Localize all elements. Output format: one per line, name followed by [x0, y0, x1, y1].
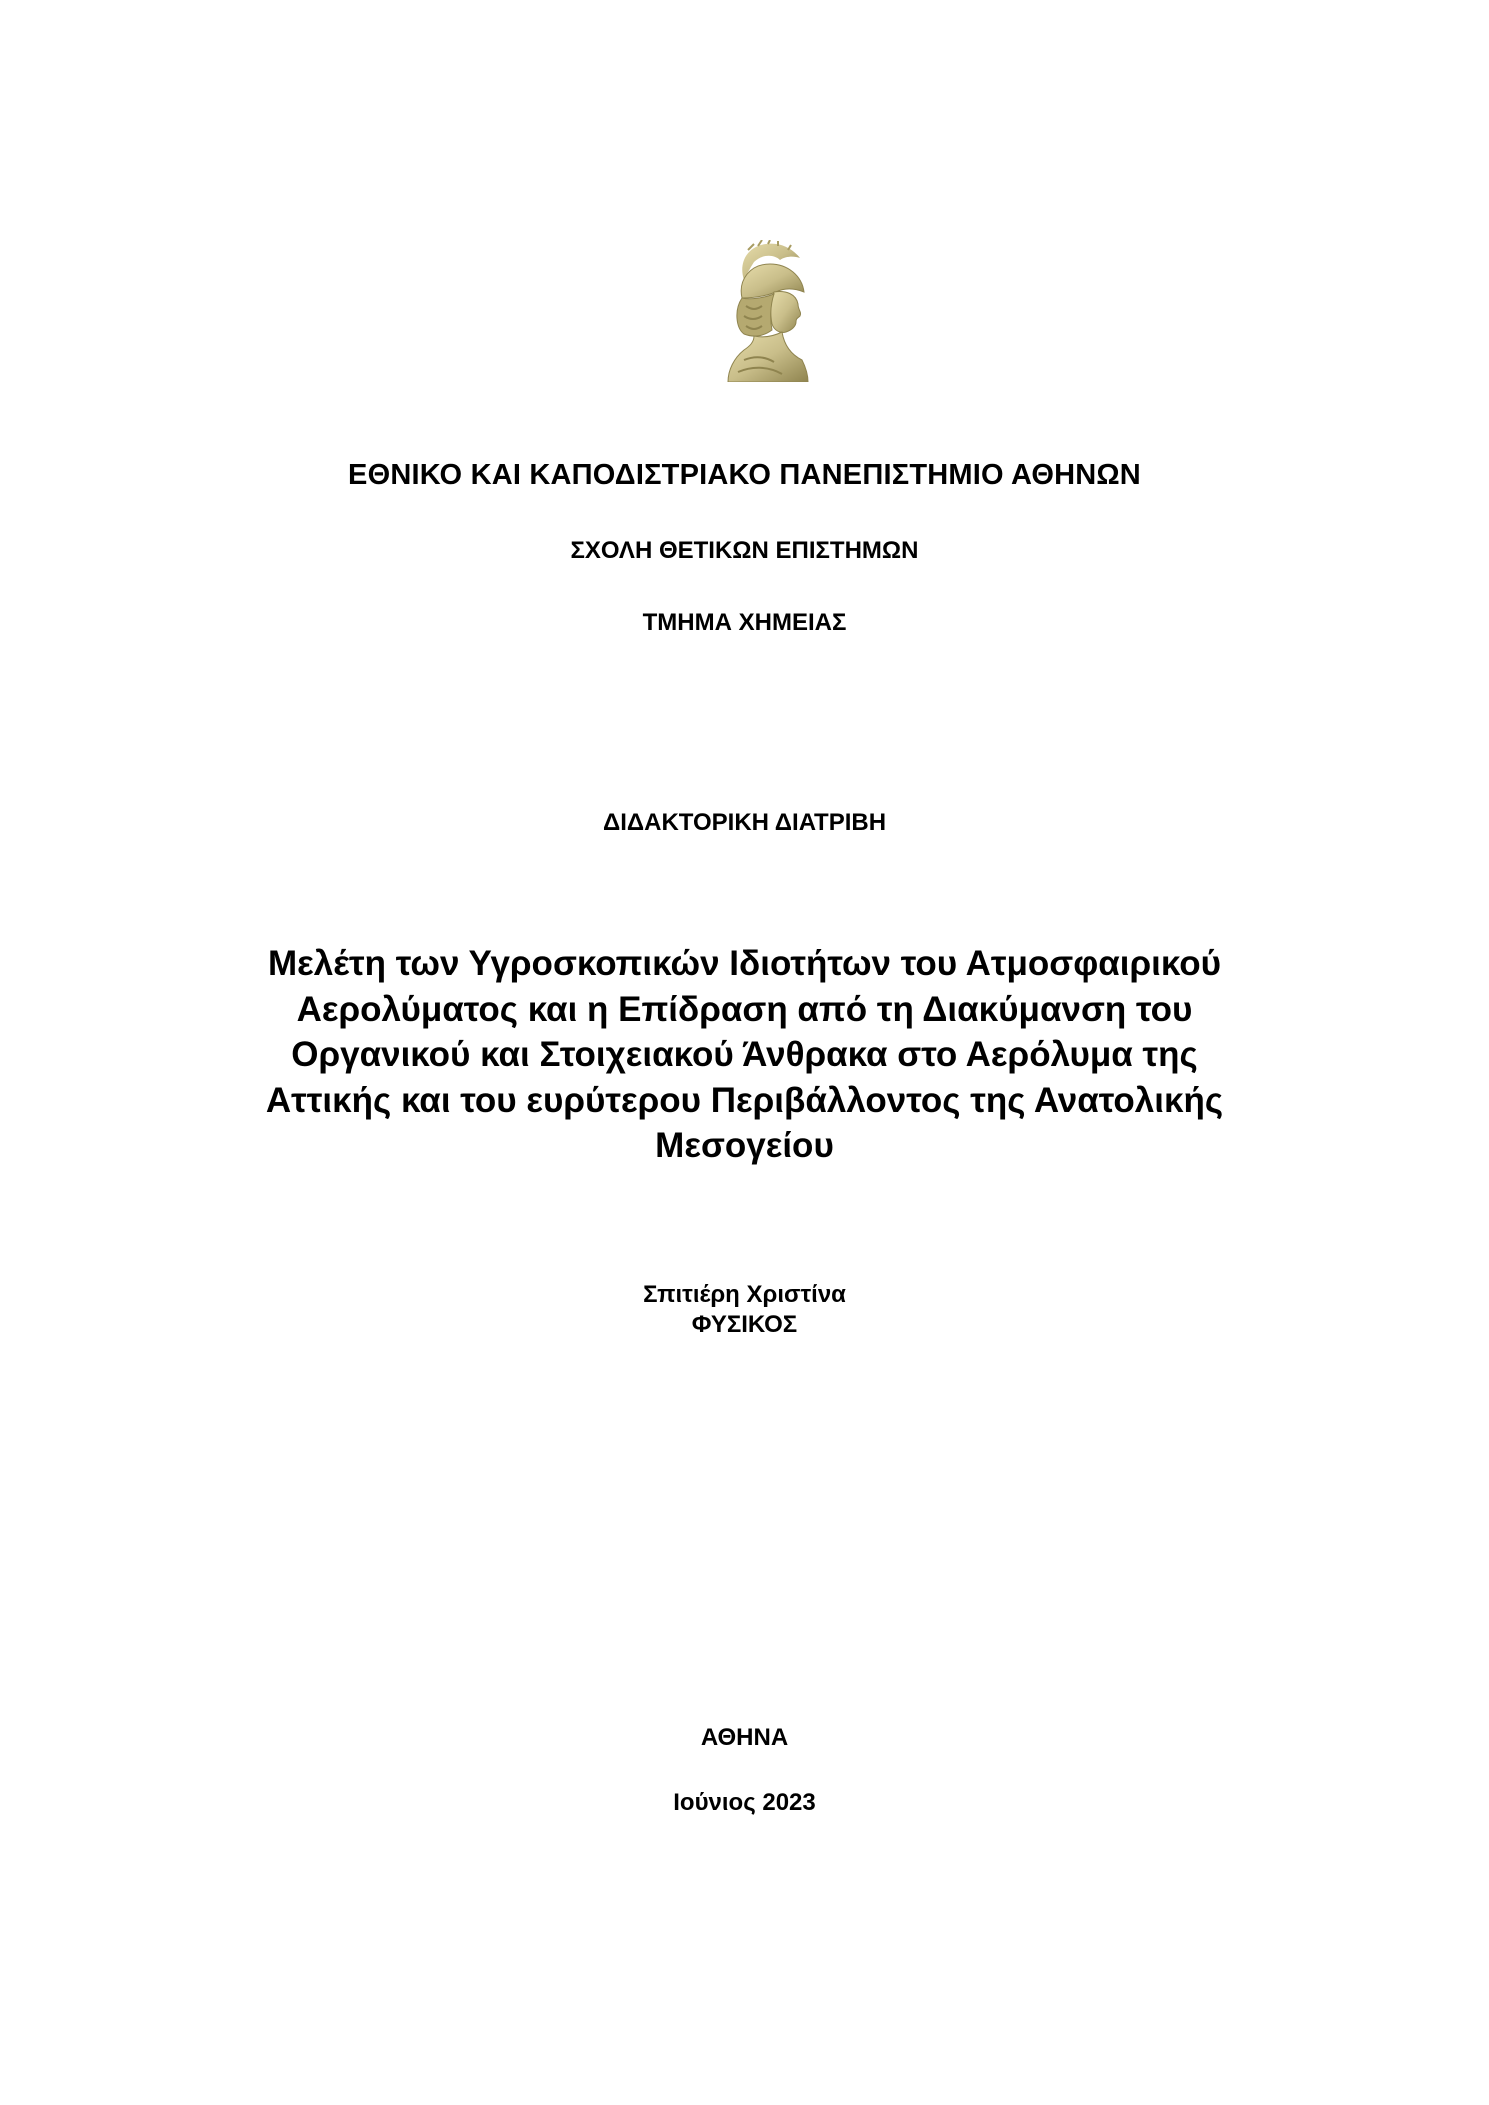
thesis-title-line: Μελέτη των Υγροσκοπικών Ιδιοτήτων του Ατμοσφαιρικού: [268, 944, 1221, 983]
date: Ιούνιος 2023: [673, 1789, 816, 1816]
thesis-title-line: Αττικής και του ευρύτερου Περιβάλλοντος της Ανατολικής: [265, 1080, 1224, 1120]
thesis-title-line: Οργανικού και Στοιχειακού Άνθρακα στο Αερόλυμα της: [291, 1035, 1198, 1074]
city: ΑΘΗΝΑ: [700, 1724, 789, 1751]
document-type: ΔΙΔΑΚΤΟΡΙΚΗ ΔΙΑΤΡΙΒΗ: [602, 809, 887, 836]
thesis-title-line: Μεσογείου: [655, 1126, 834, 1165]
thesis-title: [160, 941, 1329, 1169]
school-name: ΣΧΟΛΗ ΘΕΤΙΚΩΝ ΕΠΙΣΤΗΜΩΝ: [570, 537, 919, 564]
department-name: ΤΜΗΜΑ ΧΗΜΕΙΑΣ: [642, 609, 847, 636]
athena-head-logo-icon: [714, 240, 818, 382]
university-name: ΕΘΝΙΚΟ ΚΑΙ ΚΑΠΟΔΙΣΤΡΙΑΚΟ ΠΑΝΕΠΙΣΤΗΜΙΟ ΑΘΗΝΩΝ: [348, 459, 1141, 491]
author-name: Σπιτιέρη Χριστίνα: [643, 1281, 846, 1308]
author-role: ΦΥΣΙΚΟΣ: [691, 1311, 798, 1338]
thesis-title-line: Αερολύματος και η Επίδραση από τη Διακύμανση του: [296, 989, 1193, 1029]
